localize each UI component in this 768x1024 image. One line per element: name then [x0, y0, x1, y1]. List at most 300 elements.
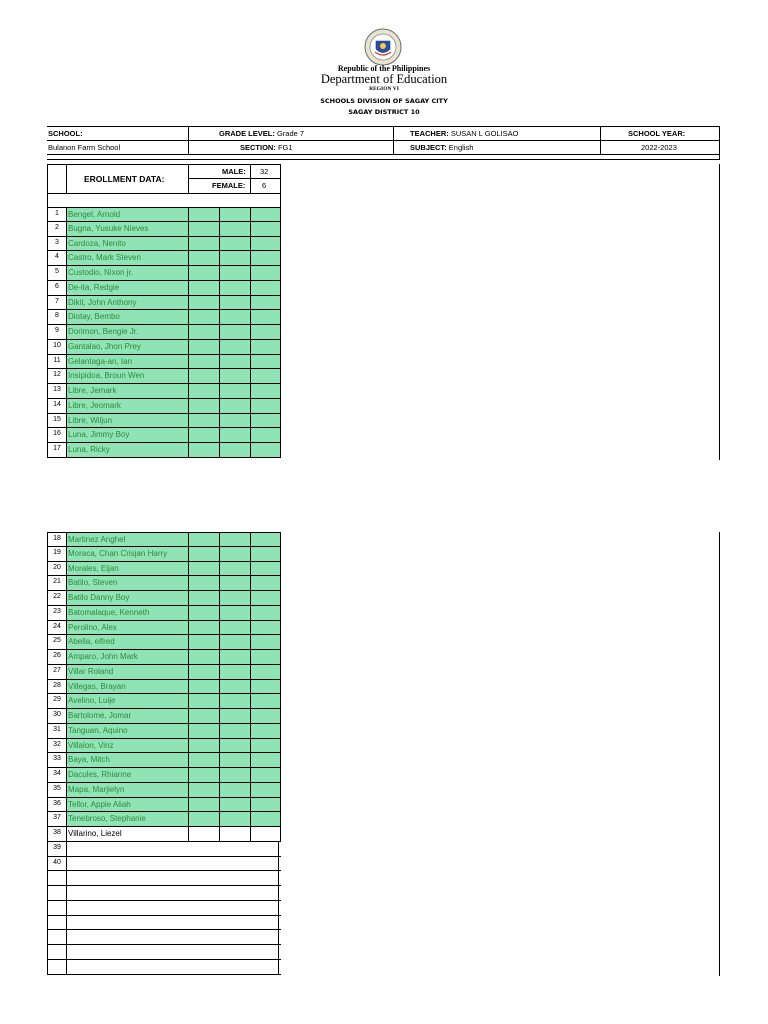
table-row — [47, 621, 281, 636]
enroll-num-col — [66, 164, 67, 193]
grade-cell[interactable] — [188, 562, 219, 576]
grade-cell[interactable] — [219, 266, 250, 280]
student-name: Gelantaga-an, Ian — [66, 355, 188, 369]
grade-cell[interactable] — [188, 399, 219, 413]
teacher-label: TEACHER: — [410, 129, 449, 138]
row-number: 6 — [47, 281, 66, 295]
row-number: 35 — [47, 783, 66, 797]
table-row — [47, 798, 281, 813]
info-mid-line — [47, 140, 720, 141]
student-name: Avelino, Luije — [66, 694, 188, 708]
table-row — [47, 414, 281, 429]
grade-cell[interactable] — [250, 281, 281, 295]
grade-cell[interactable] — [250, 562, 281, 576]
row-number: 7 — [47, 296, 66, 310]
grade-cell[interactable] — [188, 533, 219, 546]
enroll-top-line — [47, 164, 281, 165]
table-row — [47, 680, 281, 695]
grade-cell[interactable] — [188, 724, 219, 738]
grade-cell[interactable] — [250, 812, 281, 826]
grade-cell[interactable] — [250, 768, 281, 782]
row-number — [47, 945, 66, 959]
table-row — [47, 783, 281, 798]
grade-cell[interactable] — [250, 355, 281, 369]
grade-cell[interactable] — [188, 576, 219, 590]
grade-cell[interactable] — [250, 414, 281, 428]
grade-cell[interactable] — [219, 340, 250, 354]
table-row — [47, 340, 281, 355]
table-row-empty — [47, 871, 281, 886]
grade-cell[interactable] — [250, 237, 281, 251]
row-number: 24 — [47, 621, 66, 635]
table-row-empty — [47, 930, 281, 945]
grade-cell[interactable] — [188, 621, 219, 635]
grade-cell[interactable] — [219, 739, 250, 753]
grade-cell[interactable] — [250, 665, 281, 679]
grade-cell[interactable] — [250, 369, 281, 383]
table-row — [47, 266, 281, 281]
row-number: 1 — [47, 208, 66, 221]
grade-cell[interactable] — [250, 251, 281, 265]
enroll-bottom-line — [47, 193, 281, 194]
grade-cell[interactable] — [219, 812, 250, 826]
row-number: 29 — [47, 694, 66, 708]
roster-page-2 — [47, 532, 281, 975]
row-number: 19 — [47, 547, 66, 561]
table-row — [47, 207, 281, 222]
grade-cell[interactable] — [219, 251, 250, 265]
grade-cell[interactable] — [250, 533, 281, 546]
row-number: 30 — [47, 709, 66, 723]
enroll-left — [47, 164, 48, 207]
grade-cell[interactable] — [188, 443, 219, 457]
row-number — [47, 916, 66, 930]
grade-cell[interactable] — [188, 222, 219, 236]
grade-cell[interactable] — [250, 576, 281, 590]
row-number: 26 — [47, 650, 66, 664]
grade-cell[interactable] — [188, 650, 219, 664]
grade-cell[interactable] — [188, 281, 219, 295]
page-1-right-border — [719, 164, 720, 460]
table-row — [47, 384, 281, 399]
empty-name-cell[interactable] — [66, 886, 279, 900]
teacher — [410, 129, 519, 138]
table-row — [47, 753, 281, 768]
grade-level — [219, 129, 304, 138]
grade-cell[interactable] — [219, 310, 250, 324]
row-number: 3 — [47, 237, 66, 251]
student-name: Tellor, Apple Aliah — [66, 798, 188, 812]
grade-cell[interactable] — [188, 812, 219, 826]
grade-cell[interactable] — [250, 650, 281, 664]
grade-cell[interactable] — [219, 709, 250, 723]
grade-cell[interactable] — [188, 251, 219, 265]
subject — [410, 143, 473, 152]
student-name: Bugna, Yusuke Nieves — [66, 222, 188, 236]
info-divider-3 — [600, 126, 601, 154]
grade-cell[interactable] — [250, 827, 281, 841]
student-name: Cardoza, Nenito — [66, 237, 188, 251]
grade-cell[interactable] — [219, 635, 250, 649]
grade-cell[interactable] — [188, 208, 219, 221]
table-row — [47, 428, 281, 443]
table-row — [47, 768, 281, 783]
student-name: Abella, elfred — [66, 635, 188, 649]
grade-cell[interactable] — [219, 724, 250, 738]
row-number: 31 — [47, 724, 66, 738]
grade-cell[interactable] — [219, 414, 250, 428]
grade-cell[interactable] — [219, 237, 250, 251]
header-department: Department of Education — [320, 72, 448, 86]
enrollment-label: EROLLMENT DATA: — [84, 174, 165, 184]
table-row-empty — [47, 945, 281, 960]
student-name: Batilo, Steven — [66, 576, 188, 590]
grade-cell[interactable] — [219, 222, 250, 236]
row-number: 20 — [47, 562, 66, 576]
roster-page-1 — [47, 207, 281, 458]
female-label: FEMALE: — [212, 181, 246, 190]
row-number: 38 — [47, 827, 66, 841]
grade-cell[interactable] — [250, 428, 281, 442]
grade-cell[interactable] — [219, 325, 250, 339]
grade-cell[interactable] — [250, 547, 281, 561]
table-row — [47, 310, 281, 325]
table-row — [47, 281, 281, 296]
grade-cell[interactable] — [219, 665, 250, 679]
section — [240, 143, 293, 152]
row-number: 4 — [47, 251, 66, 265]
table-row — [47, 635, 281, 650]
grade-cell[interactable] — [219, 428, 250, 442]
grade-cell[interactable] — [219, 621, 250, 635]
student-name: Tenebroso, Stephanie — [66, 812, 188, 826]
grade-cell[interactable] — [188, 739, 219, 753]
info-divider-1 — [188, 126, 189, 154]
grade-cell[interactable] — [250, 709, 281, 723]
row-number: 21 — [47, 576, 66, 590]
section-label: SECTION: — [240, 143, 276, 152]
grade-cell[interactable] — [188, 827, 219, 841]
table-row — [47, 724, 281, 739]
grade-cell[interactable] — [188, 414, 219, 428]
row-number: 18 — [47, 533, 66, 546]
table-row-empty — [47, 886, 281, 901]
row-number: 36 — [47, 798, 66, 812]
row-number: 37 — [47, 812, 66, 826]
table-row — [47, 562, 281, 577]
student-name: Villalon, Vinz — [66, 739, 188, 753]
table-row-empty — [47, 960, 281, 975]
grade-cell[interactable] — [250, 325, 281, 339]
empty-name-cell[interactable] — [66, 945, 279, 959]
info-divider-2 — [393, 126, 394, 154]
row-number: 13 — [47, 384, 66, 398]
table-row — [47, 296, 281, 311]
row-number: 10 — [47, 340, 66, 354]
grade-cell[interactable] — [219, 783, 250, 797]
grade-cell[interactable] — [250, 222, 281, 236]
row-number: 9 — [47, 325, 66, 339]
row-number: 5 — [47, 266, 66, 280]
grade-cell[interactable] — [219, 768, 250, 782]
table-row — [47, 709, 281, 724]
grade-cell[interactable] — [188, 635, 219, 649]
subject-label: SUBJECT: — [410, 143, 447, 152]
grade-cell[interactable] — [250, 591, 281, 605]
subject-value: English — [448, 143, 474, 152]
student-name: Morales, Eljan — [66, 562, 188, 576]
table-row-empty — [47, 916, 281, 931]
female-value: 6 — [262, 181, 267, 190]
row-number: 28 — [47, 680, 66, 694]
grade-cell[interactable] — [219, 533, 250, 546]
deped-seal-icon — [364, 28, 402, 66]
table-row — [47, 369, 281, 384]
grade-cell[interactable] — [250, 724, 281, 738]
grade-cell[interactable] — [188, 296, 219, 310]
grade-cell[interactable] — [219, 680, 250, 694]
student-name: Martinez Anghel — [66, 533, 188, 546]
student-name: Villar Roland — [66, 665, 188, 679]
male-label: MALE: — [222, 167, 246, 176]
row-number: 27 — [47, 665, 66, 679]
enroll-value-divider — [250, 164, 251, 193]
row-number: 15 — [47, 414, 66, 428]
grade-cell[interactable] — [250, 208, 281, 221]
table-row — [47, 576, 281, 591]
grade-cell[interactable] — [188, 798, 219, 812]
empty-name-cell[interactable] — [66, 960, 279, 974]
grade-cell[interactable] — [188, 384, 219, 398]
grade-cell[interactable] — [219, 562, 250, 576]
student-name: Insipidoa, Broun Wen — [66, 369, 188, 383]
table-row — [47, 827, 281, 842]
grade-cell[interactable] — [188, 768, 219, 782]
grade-cell[interactable] — [219, 591, 250, 605]
student-name: Moraca, Chan Crisjan Harry — [66, 547, 188, 561]
empty-name-cell[interactable] — [66, 842, 279, 856]
table-row-empty — [47, 901, 281, 916]
row-number: 12 — [47, 369, 66, 383]
student-name: Batilo Danny Boy — [66, 591, 188, 605]
grade-cell[interactable] — [188, 606, 219, 620]
student-name: Amparo, John Mark — [66, 650, 188, 664]
male-value: 32 — [260, 167, 269, 176]
table-row-empty — [47, 842, 281, 857]
row-number: 33 — [47, 753, 66, 767]
table-row — [47, 237, 281, 252]
student-name: Batomalaque, Kenneth — [66, 606, 188, 620]
grade-cell[interactable] — [250, 739, 281, 753]
row-number — [47, 886, 66, 900]
grade-cell[interactable] — [250, 635, 281, 649]
info-divider-right — [719, 126, 720, 159]
student-name: Villegas, Brayan — [66, 680, 188, 694]
year-label: SCHOOL YEAR: — [628, 129, 686, 138]
student-name: Bartolome, Jomar — [66, 709, 188, 723]
table-row — [47, 591, 281, 606]
grade-cell[interactable] — [188, 665, 219, 679]
grade-cell[interactable] — [188, 591, 219, 605]
page-2-right-border — [719, 532, 720, 976]
grade-cell[interactable] — [219, 798, 250, 812]
student-name: Libre, Jeomark — [66, 399, 188, 413]
grade-cell[interactable] — [188, 680, 219, 694]
student-name: Dacules, Rhianne — [66, 768, 188, 782]
grade-cell[interactable] — [250, 399, 281, 413]
student-name: Villarino, Liezel — [66, 827, 188, 841]
grade-cell[interactable] — [219, 827, 250, 841]
grade-cell[interactable] — [250, 621, 281, 635]
grade-cell[interactable] — [219, 369, 250, 383]
row-number: 32 — [47, 739, 66, 753]
grade-cell[interactable] — [219, 576, 250, 590]
student-name: De-ita, Redgie — [66, 281, 188, 295]
grade-cell[interactable] — [219, 753, 250, 767]
grade-cell[interactable] — [188, 369, 219, 383]
student-name: Perolino, Alex — [66, 621, 188, 635]
table-row — [47, 251, 281, 266]
row-number — [47, 930, 66, 944]
student-name: Dikit, John Anthony — [66, 296, 188, 310]
table-row — [47, 606, 281, 621]
grade-cell[interactable] — [188, 266, 219, 280]
grade-cell[interactable] — [219, 208, 250, 221]
header-region: REGION VI — [369, 86, 399, 92]
row-number: 39 — [47, 842, 66, 856]
grade-cell[interactable] — [250, 694, 281, 708]
info-bottom-line-2 — [47, 159, 720, 160]
table-row — [47, 532, 281, 547]
grade-cell[interactable] — [250, 753, 281, 767]
grade-cell[interactable] — [250, 798, 281, 812]
school-label: SCHOOL: — [48, 129, 83, 138]
grade-cell[interactable] — [219, 399, 250, 413]
grade-cell[interactable] — [219, 384, 250, 398]
grade-cell[interactable] — [219, 281, 250, 295]
table-row — [47, 399, 281, 414]
student-name: Dorimon, Bengie Jr. — [66, 325, 188, 339]
section-value: FG1 — [277, 143, 293, 152]
table-row-empty — [47, 857, 281, 872]
row-number — [47, 960, 66, 974]
table-row — [47, 665, 281, 680]
grade-cell[interactable] — [188, 355, 219, 369]
enroll-mid-line — [188, 178, 281, 179]
grade-cell[interactable] — [219, 650, 250, 664]
grade-cell[interactable] — [188, 325, 219, 339]
grade-cell[interactable] — [188, 237, 219, 251]
enroll-divider — [188, 164, 189, 193]
school-value: Bulanon Farm School — [48, 143, 121, 152]
row-number — [47, 901, 66, 915]
header-republic: Republic of the Philippines — [337, 64, 431, 73]
row-number: 22 — [47, 591, 66, 605]
grade-cell[interactable] — [250, 443, 281, 457]
row-number: 23 — [47, 606, 66, 620]
student-name: Luna, Ricky — [66, 443, 188, 457]
grade-cell[interactable] — [219, 296, 250, 310]
empty-name-cell[interactable] — [66, 871, 279, 885]
grade-cell[interactable] — [250, 266, 281, 280]
empty-name-cell[interactable] — [66, 857, 279, 871]
table-row — [47, 694, 281, 709]
student-name: Libre, Wiljun — [66, 414, 188, 428]
grade-cell[interactable] — [188, 783, 219, 797]
grade-cell[interactable] — [188, 428, 219, 442]
table-row — [47, 650, 281, 665]
row-number: 40 — [47, 857, 66, 871]
row-number: 8 — [47, 310, 66, 324]
teacher-value: SUSAN L GOLISAO — [450, 129, 519, 138]
row-number: 2 — [47, 222, 66, 236]
empty-name-cell[interactable] — [66, 901, 279, 915]
student-name: Castro, Mark Steven — [66, 251, 188, 265]
table-row — [47, 739, 281, 754]
grade-cell[interactable] — [188, 547, 219, 561]
info-bottom-line — [47, 154, 720, 155]
grade-cell[interactable] — [219, 547, 250, 561]
grade-cell[interactable] — [250, 384, 281, 398]
grade-cell[interactable] — [219, 606, 250, 620]
grade-cell[interactable] — [250, 680, 281, 694]
grade-cell[interactable] — [250, 296, 281, 310]
grade-cell[interactable] — [188, 753, 219, 767]
grade-cell[interactable] — [250, 310, 281, 324]
table-row — [47, 325, 281, 340]
student-name: Luna, Jimmy Boy — [66, 428, 188, 442]
empty-name-cell[interactable] — [66, 916, 279, 930]
year-value: 2022-2023 — [641, 143, 677, 152]
row-number: 14 — [47, 399, 66, 413]
grade-cell[interactable] — [250, 783, 281, 797]
table-row — [47, 812, 281, 827]
grade-value: Grade 7 — [276, 129, 305, 138]
info-top-line — [47, 126, 720, 127]
grade-cell[interactable] — [219, 443, 250, 457]
row-number: 25 — [47, 635, 66, 649]
student-name: Gantalao, Jhon Prey — [66, 340, 188, 354]
enroll-right — [280, 164, 281, 207]
grade-cell[interactable] — [250, 606, 281, 620]
student-name: Tanguan, Aquino — [66, 724, 188, 738]
grade-cell[interactable] — [188, 310, 219, 324]
empty-name-cell[interactable] — [66, 930, 279, 944]
table-row — [47, 222, 281, 237]
grade-label: GRADE LEVEL: — [219, 129, 275, 138]
table-row — [47, 355, 281, 370]
row-number: 34 — [47, 768, 66, 782]
header-district: SAGAY DISTRICT 10 — [348, 108, 420, 116]
header-division: SCHOOLS DIVISION OF SAGAY CITY — [320, 97, 448, 105]
row-number — [47, 871, 66, 885]
grade-cell[interactable] — [188, 709, 219, 723]
table-row — [47, 443, 281, 458]
student-name: Mapa, Marjielyn — [66, 783, 188, 797]
grade-cell[interactable] — [219, 355, 250, 369]
row-number: 16 — [47, 428, 66, 442]
student-name: Bengel, Arnold — [66, 208, 188, 221]
grade-cell[interactable] — [188, 340, 219, 354]
student-name: Custodio, Nixon jr. — [66, 266, 188, 280]
student-name: Diotay, Bembo — [66, 310, 188, 324]
grade-cell[interactable] — [219, 694, 250, 708]
row-number: 17 — [47, 443, 66, 457]
grade-cell[interactable] — [250, 340, 281, 354]
table-row — [47, 547, 281, 562]
row-number: 11 — [47, 355, 66, 369]
grade-cell[interactable] — [188, 694, 219, 708]
